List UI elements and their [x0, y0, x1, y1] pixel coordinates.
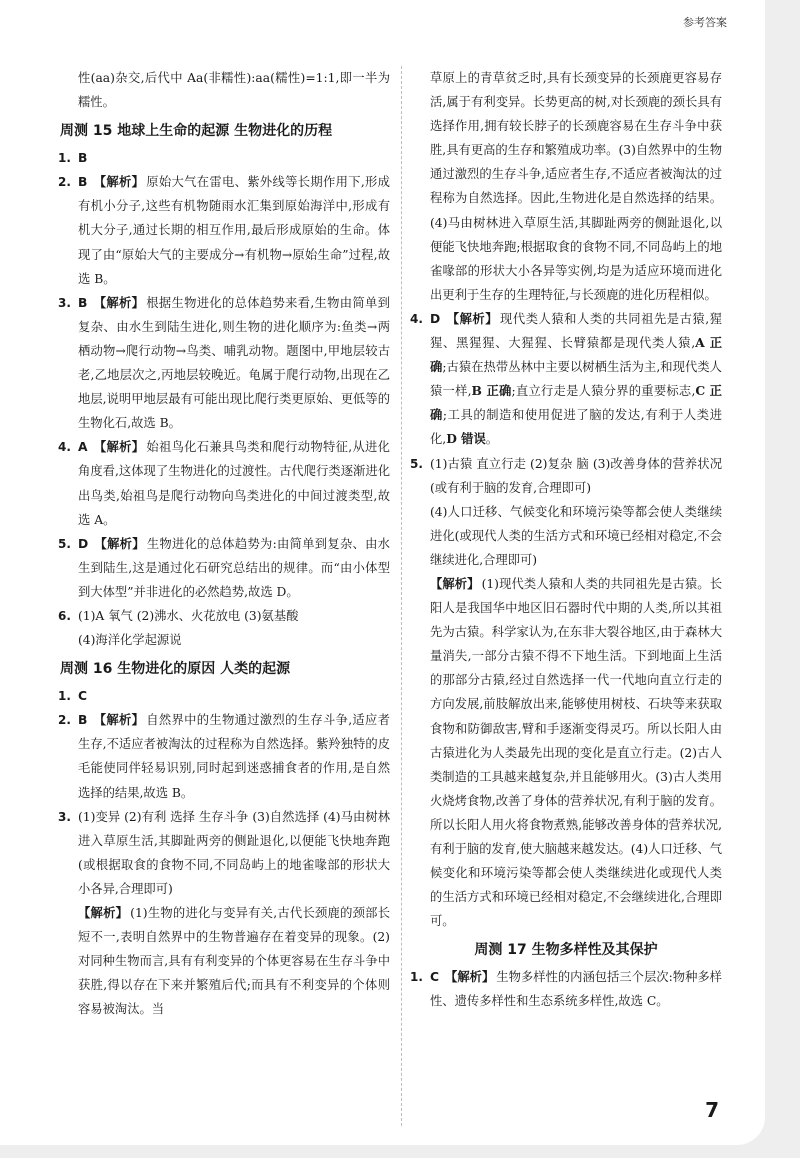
analysis-text: 。 — [485, 432, 499, 447]
analysis-tag: 【解析】 — [93, 175, 145, 190]
section-title-17: 周测 17 生物多样性及其保护 — [474, 942, 658, 959]
analysis-text: 生物进化的总体趋势为:由简单到复杂、由水生到陆生,这是通过化石研究总结出的规律。而“由小体型到大体型”并非进化的必然趋势,故选 D。 — [78, 536, 390, 599]
analysis-tag: 【解析】 — [445, 970, 495, 985]
item-number: 4. — [58, 440, 71, 455]
analysis-tag: 【解析】 — [93, 713, 145, 728]
answer-letter: C — [78, 689, 88, 704]
answer-item-17-1 — [410, 965, 722, 1013]
answer-letter: B — [78, 151, 88, 166]
item-number: 5. — [410, 456, 423, 471]
answer-letter: A — [78, 440, 88, 455]
analysis-text: 生物多样性的内涵包括三个层次:物种多样性、遗传多样性和生态系统多样性,故选 C。 — [430, 970, 722, 1009]
analysis-text: ;古猿在热带丛林中主要以树栖生活为主,和现代类人猿一样, — [430, 360, 722, 399]
answer-item-15-1 — [58, 146, 390, 170]
answer-item-16-4 — [410, 307, 722, 452]
analysis-tag: 【解析】 — [430, 576, 480, 591]
continued-analysis: 草原上的青草贫乏时,具有长颈变异的长颈鹿更容易存活,属于有利变异。长势更高的树,对长颈鹿的颈长具有选择作用,拥有较长脖子的长颈鹿容易在生存斗争中获胜,具有更高的生存和繁殖成功率。(3)自然界中的生物通过激烈的生存斗争,适应者生存,不适应者被淘汰的过程称为自然选择。因此,生物进化是自然选择的结果。(4)马由树林进入草原生活,其脚趾两旁的侧趾退化,以便能飞快地奔跑;根据取食的食物不同,不同岛屿上的地雀喙部的形状大小各异等实例,均是为适应环境而进化出更利于生存的生理特征,与长颈鹿的进化历程相似。 — [430, 71, 722, 302]
answer-item-15-6-cont: (4)海洋化学起源说 — [78, 633, 182, 648]
answer-text: (1)古猿 直立行走 (2)复杂 脑 (3)改善身体的营养状况(或有利于脑的发育,合理即可) — [430, 456, 722, 495]
answer-item-16-1 — [58, 684, 390, 708]
left-column — [58, 66, 390, 1021]
item-number: 1. — [410, 970, 423, 985]
item-number: 4. — [410, 311, 423, 326]
judgement-a: A 正确 — [430, 335, 722, 375]
analysis-tag: 【解析】 — [93, 295, 145, 310]
item-number: 5. — [58, 536, 71, 551]
answer-item-15-3 — [58, 291, 390, 436]
analysis-16-5 — [410, 572, 722, 933]
item-number: 2. — [58, 713, 71, 728]
section-title-15: 周测 15 地球上生命的起源 生物进化的历程 — [60, 123, 333, 140]
analysis-tag: 【解析】 — [78, 906, 129, 920]
analysis-tag: 【解析】 — [446, 311, 499, 326]
header-label: 参考答案 — [683, 16, 727, 29]
answer-text: (1)A 氧气 (2)沸水、火花放电 (3)氨基酸 — [78, 608, 299, 623]
item-number: 3. — [58, 809, 71, 824]
answer-item-15-6 — [58, 604, 390, 628]
answer-letter: C — [430, 970, 440, 985]
analysis-text: 始祖鸟化石兼具鸟类和爬行动物特征,从进化角度看,这体现了生物进化的过渡性。古代爬行类逐渐进化出鸟类,始祖鸟是爬行动物向鸟类进化的中间过渡类型,故选 A。 — [78, 440, 390, 527]
analysis-tag: 【解析】 — [93, 440, 145, 455]
item-number: 1. — [58, 151, 71, 166]
analysis-text: 根据生物进化的总体趋势来看,生物由简单到复杂、由水生到陆生进化,则生物的进化顺序为:鱼类→两栖动物→爬行动物→鸟类、哺乳动物。题图中,甲地层较古老,乙地层次之,丙地层较晚近。龟属于爬行动物,出现在乙地层,说明甲地层最有可能出现比爬行类更原始、更低等的生物化石,故选 B。 — [78, 295, 390, 431]
judgement-c: C 正确 — [430, 383, 722, 423]
page-number: 7 — [705, 1098, 719, 1122]
answer-letter: B — [78, 295, 88, 310]
analysis-text: ;直立行走是人猿分界的重要标志, — [511, 384, 696, 399]
answer-item-15-2 — [58, 170, 390, 290]
item-number: 3. — [58, 295, 71, 310]
answer-item-15-4 — [58, 435, 390, 531]
item-number: 1. — [58, 689, 71, 704]
answer-letter: B — [78, 175, 88, 190]
answer-text: (1)变异 (2)有利 选择 生存斗争 (3)自然选择 (4)马由树林进入草原生活,其脚趾两旁的侧趾退化,以便能飞快地奔跑(或根据取食的食物不同,不同岛屿上的地雀喙部的形状大小各异,合理即可) — [78, 809, 390, 896]
answer-letter: D — [430, 311, 441, 326]
analysis-tag: 【解析】 — [94, 536, 145, 551]
analysis-text: 现代类人猿和人类的共同祖先是古猿,猩猩、黑猩猩、大猩猩、长臂猿都是现代类人猿, — [430, 311, 722, 351]
analysis-text: (1)现代类人猿和人类的共同祖先是古猿。长阳人是我国华中地区旧石器时代中期的人类,所以其祖先为古猿。科学家认为,在东非大裂谷地区,由于森林大量消失,一部分古猿不得不下地生活。下到地面上生活的那部分古猿,经过自然选择一代一代地向直立行走的方向发展,前肢解放出来,能够使用树枝、石块等来获取食物和防御敌害,臂和手逐渐变得灵巧。所以长阳人由古猿进化为人类最先出现的变化是直立行走。(2)古人类制造的工具越来越复杂,并且能够用火。(3)古人类用火烧烤食物,改善了身体的营养状况,有利于脑的发育。所以长阳人用火将食物煮熟,能够改善身体的营养状况,有利于脑的发育,使大脑越来越发达。(4)人口迁移、气候变化和环境污染等都会使人类继续进化或现代人类的生活方式和环境已经相对稳定,不会继续进化,合理即可。 — [430, 576, 722, 929]
column-divider — [401, 66, 402, 1126]
answer-item-16-5 — [410, 452, 722, 500]
answer-item-16-3 — [58, 805, 390, 901]
answer-item-15-5 — [58, 532, 390, 604]
analysis-text: ;工具的制造和使用促进了脑的发达,有利于人类进化, — [430, 408, 722, 447]
analysis-16-3 — [58, 901, 390, 1021]
item-number: 6. — [58, 608, 71, 623]
judgement-d: D 错误 — [446, 431, 486, 447]
answer-letter: D — [78, 536, 89, 551]
item-number: 2. — [58, 175, 71, 190]
analysis-text: 原始大气在雷电、紫外线等长期作用下,形成有机小分子,这些有机物随雨水汇集到原始海洋中,形成有机大分子,通过长期的相互作用,最后形成原始的生命。体现了由“原始大气的主要成分→有机物→原始生命”过程,故选 B。 — [78, 175, 390, 286]
analysis-text: 自然界中的生物通过激烈的生存斗争,适应者生存,不适应者被淘汰的过程称为自然选择。紫羚独特的皮毛能使同伴轻易识别,同时起到迷惑捕食者的作用,是自然选择的结果,故选 B。 — [78, 713, 390, 800]
answer-item-16-2 — [58, 708, 390, 804]
answer-item-16-5-cont: (4)人口迁移、气候变化和环境污染等都会使人类继续进化(或现代人类的生活方式和环境已经相对稳定,不会继续进化,合理即可) — [430, 504, 722, 567]
analysis-text: (1)生物的进化与变异有关,古代长颈鹿的颈部长短不一,表明自然界中的生物普遍存在着变异的现象。(2)对同种生物而言,具有有利变异的个体更容易在生存斗争中获胜,得以存在下来并繁殖后代;而具有不利变异的个体则容易被淘汰。当 — [78, 906, 390, 1017]
judgement-b: B 正确 — [471, 383, 512, 399]
intro-paragraph: 性(aa)杂交,后代中 Aa(非糯性):aa(糯性)=1:1,即一半为糯性。 — [78, 71, 390, 110]
answer-letter: B — [78, 713, 88, 728]
right-column — [410, 66, 722, 1014]
section-title-16: 周测 16 生物进化的原因 人类的起源 — [60, 661, 291, 678]
